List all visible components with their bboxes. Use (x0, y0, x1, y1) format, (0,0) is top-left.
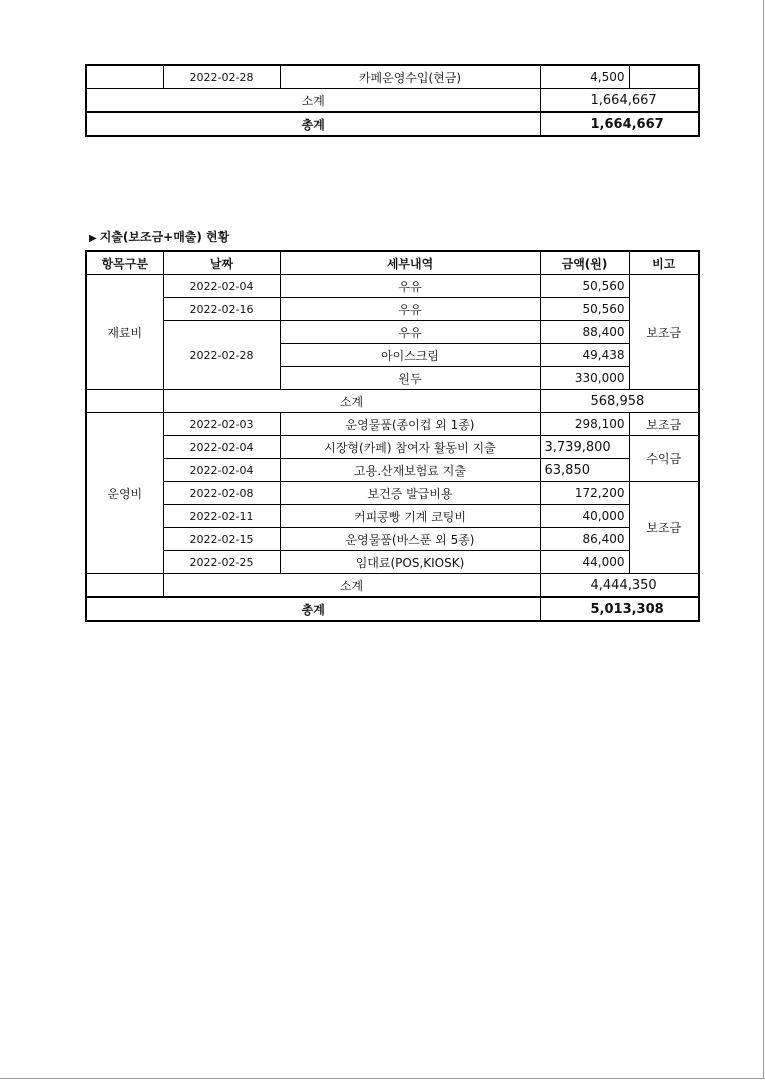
date-cell: 2022-02-04 (163, 459, 280, 482)
subtotal-amount: 1,664,667 (540, 89, 699, 113)
amount-cell: 88,400 (540, 321, 629, 344)
amount-cell: 44,000 (540, 551, 629, 574)
amount-cell: 172,200 (540, 482, 629, 505)
total-label: 총계 (86, 597, 540, 621)
amount-cell: 50,560 (540, 298, 629, 321)
detail-cell: 보건증 발급비용 (280, 482, 540, 505)
table-row (86, 436, 699, 459)
date-cell: 2022-02-04 (163, 275, 280, 298)
subtotal-label: 소계 (163, 390, 540, 413)
note-cell: 보조금 (629, 482, 699, 574)
triangle-right-icon: ▶ (89, 233, 97, 244)
detail-cell: 고용.산재보험료 지출 (280, 459, 540, 482)
category-cell (86, 65, 163, 89)
subtotal-label: 소계 (163, 574, 540, 598)
category-cell (86, 574, 163, 598)
header-detail: 세부내역 (280, 251, 540, 275)
subtotal-amount: 568,958 (540, 390, 699, 413)
date-cell: 2022-02-11 (163, 505, 280, 528)
subtotal-label: 소계 (86, 89, 540, 113)
header-category: 항목구분 (86, 251, 163, 275)
category-cell (86, 390, 163, 413)
amount-cell: 50,560 (540, 275, 629, 298)
amount-cell: 3,739,800 (540, 436, 629, 459)
table-row (86, 459, 699, 482)
detail-cell: 우유 (280, 298, 540, 321)
amount-cell: 40,000 (540, 505, 629, 528)
amount-cell: 298,100 (540, 413, 629, 436)
amount-cell: 86,400 (540, 528, 629, 551)
header-row (86, 251, 699, 275)
date-cell: 2022-02-04 (163, 436, 280, 459)
table-row (86, 551, 699, 574)
detail-cell: 운영물품(종이컵 외 1종) (280, 413, 540, 436)
amount-cell: 330,000 (540, 367, 629, 390)
amount-cell: 63,850 (540, 459, 629, 482)
category-cell: 재료비 (86, 275, 163, 390)
subtotal-row (86, 574, 699, 598)
date-cell: 2022-02-08 (163, 482, 280, 505)
table-row (86, 413, 699, 436)
note-cell: 보조금 (629, 275, 699, 390)
subtotal-row (86, 390, 699, 413)
income-table (85, 64, 700, 137)
category-cell: 운영비 (86, 413, 163, 574)
subtotal-row (86, 89, 699, 113)
note-cell (629, 65, 699, 89)
table-row (86, 321, 699, 344)
date-cell: 2022-02-28 (163, 321, 280, 390)
subtotal-amount: 4,444,350 (540, 574, 699, 598)
table-row (86, 275, 699, 298)
detail-cell: 커피콩빵 기계 코팅비 (280, 505, 540, 528)
note-cell: 수익금 (629, 436, 699, 482)
detail-cell: 원두 (280, 367, 540, 390)
table-row (86, 482, 699, 505)
detail-cell: 운영물품(바스푼 외 5종) (280, 528, 540, 551)
total-label: 총계 (86, 112, 540, 136)
amount-cell: 4,500 (540, 65, 629, 89)
date-cell: 2022-02-25 (163, 551, 280, 574)
table-row (86, 298, 699, 321)
expense-table (85, 250, 700, 622)
date-cell: 2022-02-03 (163, 413, 280, 436)
total-amount: 1,664,667 (540, 112, 699, 136)
total-amount: 5,013,308 (540, 597, 699, 621)
amount-cell: 49,438 (540, 344, 629, 367)
note-cell: 보조금 (629, 413, 699, 436)
table-row (86, 65, 699, 89)
total-row (86, 112, 699, 136)
detail-cell: 아이스크림 (280, 344, 540, 367)
table-row (86, 528, 699, 551)
header-note: 비고 (629, 251, 699, 275)
detail-cell: 우유 (280, 321, 540, 344)
header-amount: 금액(원) (540, 251, 629, 275)
date-cell: 2022-02-28 (163, 65, 280, 89)
section-heading (89, 228, 229, 245)
detail-cell: 우유 (280, 275, 540, 298)
total-row (86, 597, 699, 621)
detail-cell: 임대료(POS,KIOSK) (280, 551, 540, 574)
table-row (86, 505, 699, 528)
date-cell: 2022-02-16 (163, 298, 280, 321)
date-cell: 2022-02-15 (163, 528, 280, 551)
detail-cell: 카페운영수입(현금) (280, 65, 540, 89)
section-heading-text: 지출(보조금+매출) 현황 (99, 230, 230, 244)
header-date: 날짜 (163, 251, 280, 275)
detail-cell: 시장형(카페) 참여자 활동비 지출 (280, 436, 540, 459)
